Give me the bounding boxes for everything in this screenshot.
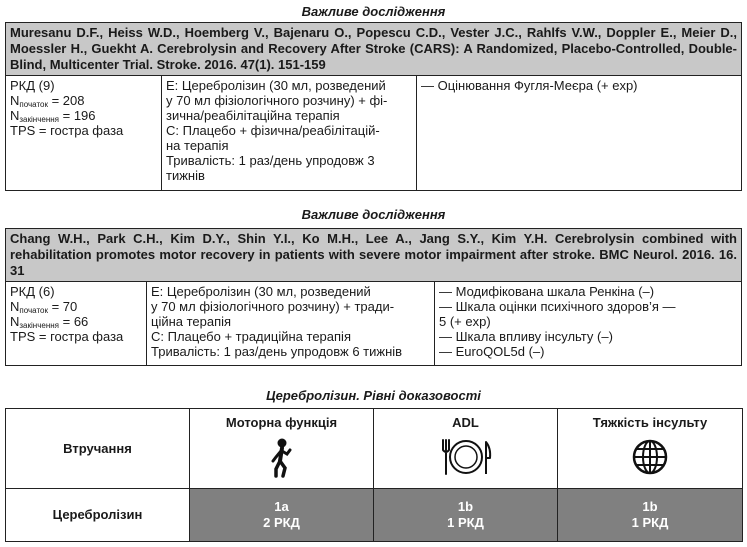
evidence-cell-severity [558, 489, 742, 541]
study1-intervention-col [161, 76, 416, 190]
evidence-col-motor [190, 409, 374, 489]
evidence-table [5, 408, 743, 542]
study2-tps: TPS = гостра фаза [10, 329, 124, 344]
evidence-col-label: Моторна функція [225, 415, 338, 430]
study1-design: РКД (9) [10, 78, 55, 93]
study2-intervention-line: у 70 мл фізіологічного розчину) + тради- [151, 299, 395, 314]
study2-intervention-line: Е: Церебролізин (30 мл, розведений [151, 284, 371, 299]
evidence-col-adl [374, 409, 558, 489]
study2-n-start: $N_{початок} = 70$ [10, 299, 78, 315]
study1-section-title: Важливе дослідження [301, 4, 446, 19]
study1-intervention-line: у 70 мл фізіологічного розчину) + фі- [166, 93, 388, 108]
evidence-count: 2 РКД [263, 515, 300, 530]
evidence-count: 1 РКД [631, 515, 669, 530]
evidence-row-label: Церебролізин [6, 489, 190, 541]
study2-section-title: Важливе дослідження [301, 207, 446, 222]
study2-card [5, 228, 742, 366]
evidence-cell-motor [190, 489, 374, 541]
globe-icon [631, 438, 669, 479]
study1-outcomes-col [416, 76, 741, 190]
evidence-title: Церебролізин. Рівні доказовості [266, 388, 481, 403]
evidence-level: 1a [274, 499, 289, 514]
plate-fork-knife-icon [437, 438, 495, 479]
study2-intervention-line: Тривалість: 1 раз/день упродовж 6 тижнів [151, 344, 403, 359]
study1-intervention-line: зична/реабілітаційна терапія [166, 108, 340, 123]
evidence-cell-adl [374, 489, 558, 541]
evidence-col-severity [558, 409, 742, 489]
study1-tps: TPS = гостра фаза [10, 123, 124, 138]
study1-row [6, 76, 741, 190]
study2-intervention-line: С: Плацебо + традиційна терапія [151, 329, 351, 344]
study2-outcome: — Модифікована шкала Ренкіна (–) [439, 284, 655, 299]
study2-design-col [6, 282, 146, 365]
study2-citation: Chang W.H., Park C.H., Kim D.Y., Shin Y.I., Ko M.H., Lee A., Jang S.Y., Kim Y.H. Cerebrolysin combined with rehabilitation promotes motor recovery in patients with severe motor impairment after stroke. BMC Neurol. 2016. 16. 31 [6, 229, 741, 282]
evidence-level: 1b [457, 499, 474, 514]
study1-design-col [6, 76, 161, 190]
study2-outcome: — EuroQOL5d (–) [439, 344, 545, 359]
evidence-count: 1 РКД [447, 515, 484, 530]
study2-intervention-col [146, 282, 434, 365]
study1-intervention-line: Е: Церебролізин (30 мл, розведений [166, 78, 386, 93]
study1-citation: Muresanu D.F., Heiss W.D., Hoemberg V., Bajenaru O., Popescu C.D., Vester J.C., Rahlfs V.W., Doppler E., Meier D., Moessler H., Guekht A. Cerebrolysin and Recovery After Stroke (CARS): A Randomized, Placebo-Controlled, Double-Blind, Multicenter Trial. Stroke. 2016. 47(1). 151-159 [6, 23, 741, 76]
study2-outcome: 5 (+ exp) [439, 314, 491, 329]
study2-intervention-line: ційна терапія [151, 314, 232, 329]
study2-design: РКД (6) [10, 284, 55, 299]
study1-intervention-line: Тривалість: 1 раз/день упродовж 3 [166, 153, 375, 168]
study1-n-end: $N_{закінчення} = 196$ [10, 108, 96, 124]
evidence-col-label: ADL [452, 415, 479, 430]
study1-intervention-line: тижнів [166, 168, 205, 183]
walking-person-icon [267, 438, 297, 481]
study1-intervention-line: на терапія [166, 138, 229, 153]
study2-outcome: — Шкала впливу інсульту (–) [439, 329, 613, 344]
study1-intervention-line: С: Плацебо + фізична/реабілітацій- [166, 123, 380, 138]
study2-n-end: $N_{закінчення} = 66$ [10, 314, 89, 330]
evidence-col-label: Тяжкість інсульту [592, 415, 708, 430]
study2-outcome: — Шкала оцінки психічного здоров’я — [439, 299, 676, 314]
study1-card [5, 22, 742, 191]
evidence-intervention-header: Втручання [6, 409, 190, 489]
study1-outcome: — Оцінювання Фугля-Меєра (+ exp) [421, 78, 638, 93]
evidence-level: 1b [642, 499, 658, 514]
study2-outcomes-col [434, 282, 741, 365]
study2-row [6, 282, 741, 365]
study1-n-start: $N_{початок} = 208$ [10, 93, 85, 109]
